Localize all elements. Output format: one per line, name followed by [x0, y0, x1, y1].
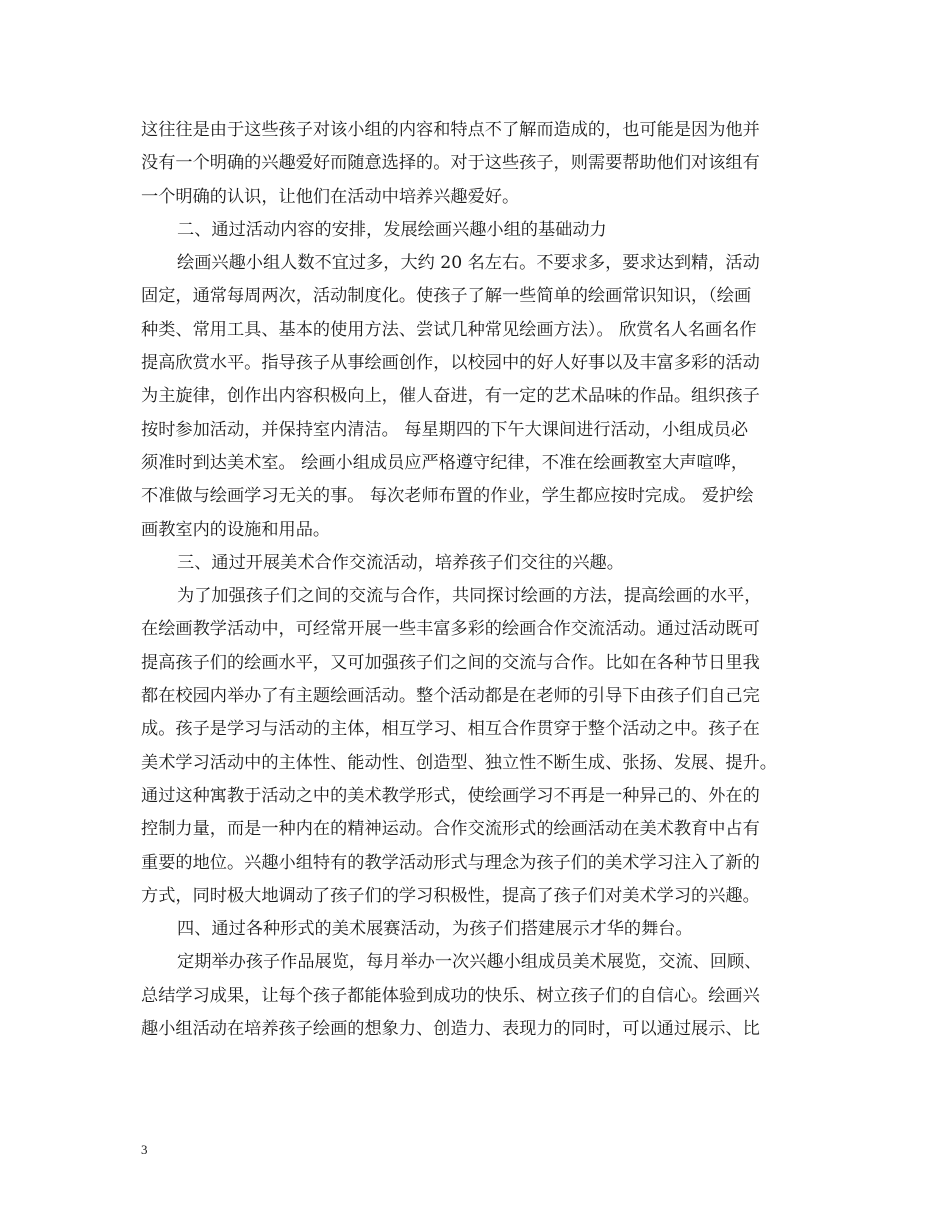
text-line: 趣小组活动在培养孩子绘画的想象力、创造力、表现力的同时，可以通过展示、比 — [141, 1019, 760, 1040]
text-line: 通过这种寓教于活动之中的美术教学形式，使绘画学习不再是一种异己的、外在的 — [141, 785, 760, 806]
text-line: 种类、常用工具、基本的使用方法、尝试几种常见绘画方法）。 欣赏名人名画名作 — [141, 319, 757, 340]
text-line: 二、通过活动内容的安排，发展绘画兴趣小组的基础动力 — [177, 219, 607, 240]
text-line: 总结学习成果，让每个孩子都能体验到成功的快乐、树立孩子们的自信心。绘画兴 — [141, 985, 760, 1006]
text-line: 方式，同时极大地调动了孩子们的学习积极性，提高了孩子们对美术学习的兴趣。 — [141, 885, 760, 906]
page-number: 3 — [141, 1142, 148, 1157]
text-line: 为主旋律，创作出内容积极向上，催人奋进，有一定的艺术品味的作品。组织孩子 — [141, 386, 760, 407]
text-line: 画教室内的设施和用品。 — [141, 519, 331, 540]
text-line: 按时参加活动，并保持室内清洁。 每星期四的下午大课间进行活动，小组成员必 — [141, 419, 749, 440]
body-text — [141, 114, 816, 1046]
text-line: 在绘画教学活动中，可经常开展一些丰富多彩的绘画合作交流活动。通过活动既可 — [141, 619, 760, 640]
text-line: 美术学习活动中的主体性、能动性、创造型、独立性不断生成、张扬、发展、提升。 — [141, 752, 777, 773]
text-line: 都在校园内举办了有主题绘画活动。整个活动都是在老师的引导下由孩子们自己完 — [141, 686, 760, 707]
text-line: 重要的地位。兴趣小组特有的教学活动形式与理念为孩子们的美术学习注入了新的 — [141, 852, 760, 873]
text-line: 一个明确的认识，让他们在活动中培养兴趣爱好。 — [141, 186, 520, 207]
text-line: 没有一个明确的兴趣爱好而随意选择的。对于这些孩子，则需要帮助他们对该组有 — [141, 153, 760, 174]
text-line: 不准做与绘画学习无关的事。 每次老师布置的作业，学生都应按时完成。 爱护绘 — [141, 486, 754, 507]
text-line: 为了加强孩子们之间的交流与合作，共同探讨绘画的方法，提高绘画的水平， — [177, 586, 762, 607]
text-line: 提高孩子们的绘画水平，又可加强孩子们之间的交流与合作。比如在各种节日里我 — [141, 652, 760, 673]
text-line: 提高欣赏水平。指导孩子从事绘画创作，以校园中的好人好事以及丰富多彩的活动 — [141, 353, 760, 374]
text-line: 成。孩子是学习与活动的主体，相互学习、相互合作贯穿于整个活动之中。孩子在 — [141, 719, 760, 740]
text-line: 定期举办孩子作品展览，每月举办一次兴趣小组成员美术展览，交流、回顾、 — [177, 952, 762, 973]
text-line: 三、通过开展美术合作交流活动，培养孩子们交往的兴趣。 — [177, 552, 624, 573]
text-line: 绘画兴趣小组人数不宜过多，大约 20 名左右。不要求多，要求达到精，活动 — [177, 253, 760, 274]
text-line: 固定，通常每周两次，活动制度化。使孩子了解一些简单的绘画常识知识，（绘画 — [141, 286, 752, 307]
text-line: 这往往是由于这些孩子对该小组的内容和特点不了解而造成的，也可能是因为他并 — [141, 120, 760, 140]
text-line: 须准时到达美术室。 绘画小组成员应严格遵守纪律，不准在绘画教室大声喧哗， — [141, 452, 749, 473]
text-line: 控制力量，而是一种内在的精神运动。合作交流形式的绘画活动在美术教育中占有 — [141, 819, 760, 840]
text-line: 四、通过各种形式的美术展赛活动，为孩子们搭建展示才华的舞台。 — [177, 919, 693, 940]
